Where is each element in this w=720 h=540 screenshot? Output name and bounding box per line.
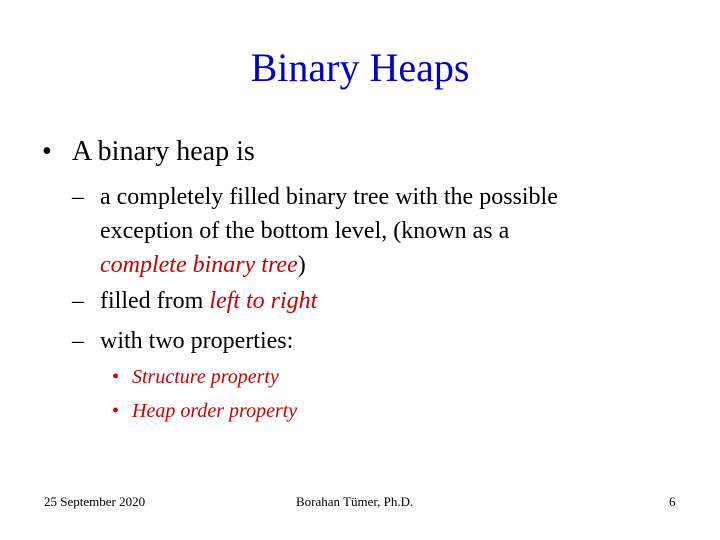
dash-marker: – (72, 328, 84, 354)
bullet-marker: • (112, 366, 120, 388)
sub-bullet-1-line-2: exception of the bottom level, (known as a (100, 218, 510, 244)
property-text: Heap order property (132, 400, 298, 422)
sub-bullet-1-line-1: a completely filled binary tree with the possible (100, 184, 558, 210)
sub-bullet-2-prefix: filled from (100, 288, 210, 314)
slide-title: Binary Heaps (250, 45, 470, 90)
property-text: Structure property (132, 366, 279, 388)
main-bullet-text: A binary heap is (72, 136, 255, 167)
emphasis-left-to-right: left to right (209, 288, 318, 314)
sub-bullet-1-line-3-tail: ) (297, 252, 306, 278)
bullet-marker: • (112, 400, 120, 422)
footer-date: 25 September 2020 (44, 494, 146, 509)
sub-bullet-1-line-3 (100, 248, 558, 282)
sub-bullet-3-text: with two properties: (100, 328, 294, 354)
dash-marker: – (72, 288, 84, 314)
footer-page-number: 6 (669, 494, 676, 509)
bullet-marker: • (42, 136, 52, 167)
emphasis-complete-binary-tree: complete binary tree (100, 252, 298, 278)
dash-marker: – (72, 184, 84, 210)
footer-author: Borahan Tümer, Ph.D. (296, 494, 414, 509)
